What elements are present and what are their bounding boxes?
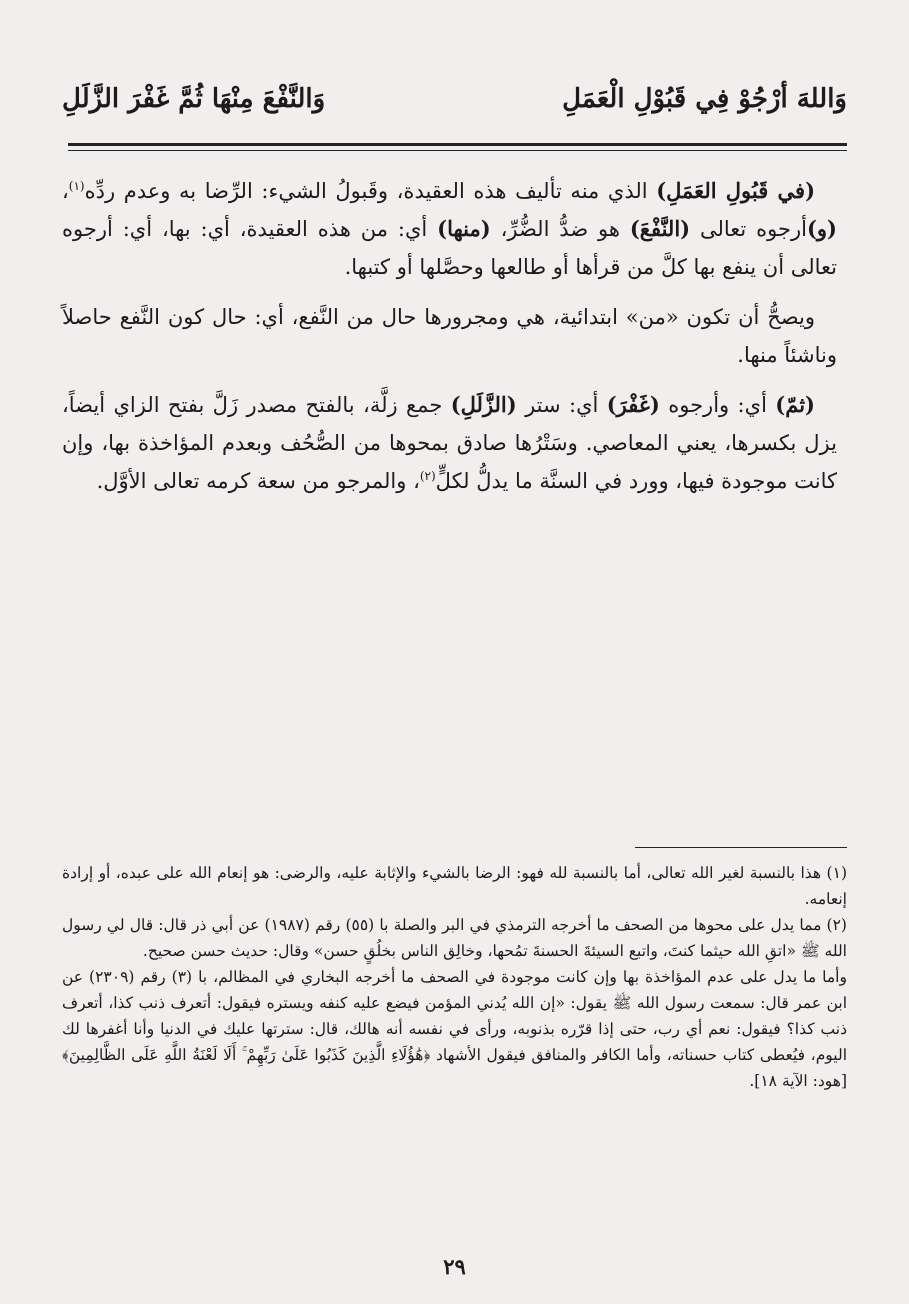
matn-term: (النَّفْعَ) — [629, 216, 691, 241]
body-text: ، — [62, 179, 69, 203]
matn-term: (ثمّ) — [775, 392, 815, 417]
body-text: هو ضدُّ الضُّرِّ، — [490, 217, 630, 241]
body-text: جمع زلَّة، بالفتح مصدر زَلَّ بفتح الزاي أيضاً، يزل بكسرها، يعني المعاصي. وسَتْرُها صادق بمحوها من الصُّحُف وبعدم المؤاخذة بها، وإن كانت موجودة فيها، وورد في السنَّة ما يدلُّ لكلٍّ — [62, 393, 837, 493]
footnote: وأما ما يدل على عدم المؤاخذة بها وإن كانت موجودة في الصحف ما أخرجه البخاري في المظالم، با (٣) رقم (٢٣٠٩) عن ابن عمر قال: سمعت رسول الله ﷺ يقول: «إن الله يُدني المؤمن فيضع عليه كنفه ويستره فيقول: أتعرف ذنب كذا، أتعرف ذنب كذا؟ فيقول: نعم أي رب، حتى إذا قرّره بذنوبه، ورأى في نفسه أنه هالك، قال: سترتها عليك في الدنيا وأنا أغفرها لك اليوم، فيُعطى كتاب حسناته، وأما الكافر والمنافق فيقول الأشهاد ﴿هَٰؤُلَاءِ الَّذِينَ كَذَبُوا عَلَىٰ رَبِّهِمْ ۚ أَلَا لَعْنَةُ اللَّهِ عَلَى الظَّالِمِينَ﴾ [هود: الآية ١٨]. — [62, 968, 847, 1090]
main-text — [62, 172, 837, 512]
header-rule-thick — [68, 143, 847, 146]
verse-hemistich-right: وَاللهَ أرْجُوْ فِي قَبُوْلِ الْعَمَلِ — [562, 84, 847, 114]
body-text: أي: ستر — [516, 393, 607, 417]
matn-term: (الزَّلَلِ) — [450, 392, 517, 417]
header-rule-thin — [68, 150, 847, 151]
footnote: (١) هذا بالنسبة لغير الله تعالى، أما بالنسبة لله فهو: الرضا بالشيء والإثابة عليه، والرضى: هو إنعام الله على عبده، أو إرادة إنعامه. — [62, 864, 847, 908]
footnote-ref: (١) — [68, 179, 85, 193]
footnote: (٢) مما يدل على محوها من الصحف ما أخرجه الترمذي في البر والصلة با (٥٥) رقم (١٩٨٧) عن أبي ذر قال: قال لي رسول الله ﷺ «اتقِ الله حيثما كنتَ، واتبع السيئةَ الحسنةَ تمُحها، وخالِق الناس بخلُقٍ حسن» وقال: حديث حسن صحيح. — [62, 916, 847, 960]
body-text: أي: وأرجوه — [659, 393, 776, 417]
body-paragraph — [62, 172, 837, 286]
footnote-ref: (٢) — [419, 469, 436, 483]
matn-term: (منها) — [437, 216, 491, 241]
body-text: أي: من هذه العقيدة، أي: بها، أي: أرجوه تعالى أن ينفع بها كلَّ من قرأها أو طالعها وحصَّلها أو كتبها. — [62, 217, 837, 279]
verse-header — [62, 84, 847, 114]
matn-term: (و) — [806, 216, 837, 241]
body-text: أرجوه تعالى — [690, 217, 807, 241]
body-paragraph — [62, 298, 837, 374]
body-text: ، والمرجو من سعة كرمه تعالى الأوَّل. — [96, 469, 420, 493]
body-text: ويصحُّ أن تكون «من» ابتدائية، هي ومجرورها حال من النَّفع، أي: حال كون النَّفع حاصلاً وناشئاً منها. — [62, 305, 837, 367]
body-paragraph — [62, 386, 837, 500]
footnote-separator — [635, 847, 847, 848]
body-text: الذي منه تأليف هذه العقيدة، وقَبولُ الشيء: الرِّضا به وعدم ردِّه — [84, 179, 657, 203]
matn-term: (في قَبُولِ العَمَلِ) — [656, 178, 815, 203]
matn-term: (غَفْرَ) — [606, 392, 660, 417]
page-number: ٢٩ — [443, 1254, 466, 1279]
footnotes — [62, 860, 847, 1094]
verse-hemistich-left: وَالنَّفْعَ مِنْهَا ثُمَّ غَفْرَ الزَّلَلِ — [62, 84, 326, 114]
